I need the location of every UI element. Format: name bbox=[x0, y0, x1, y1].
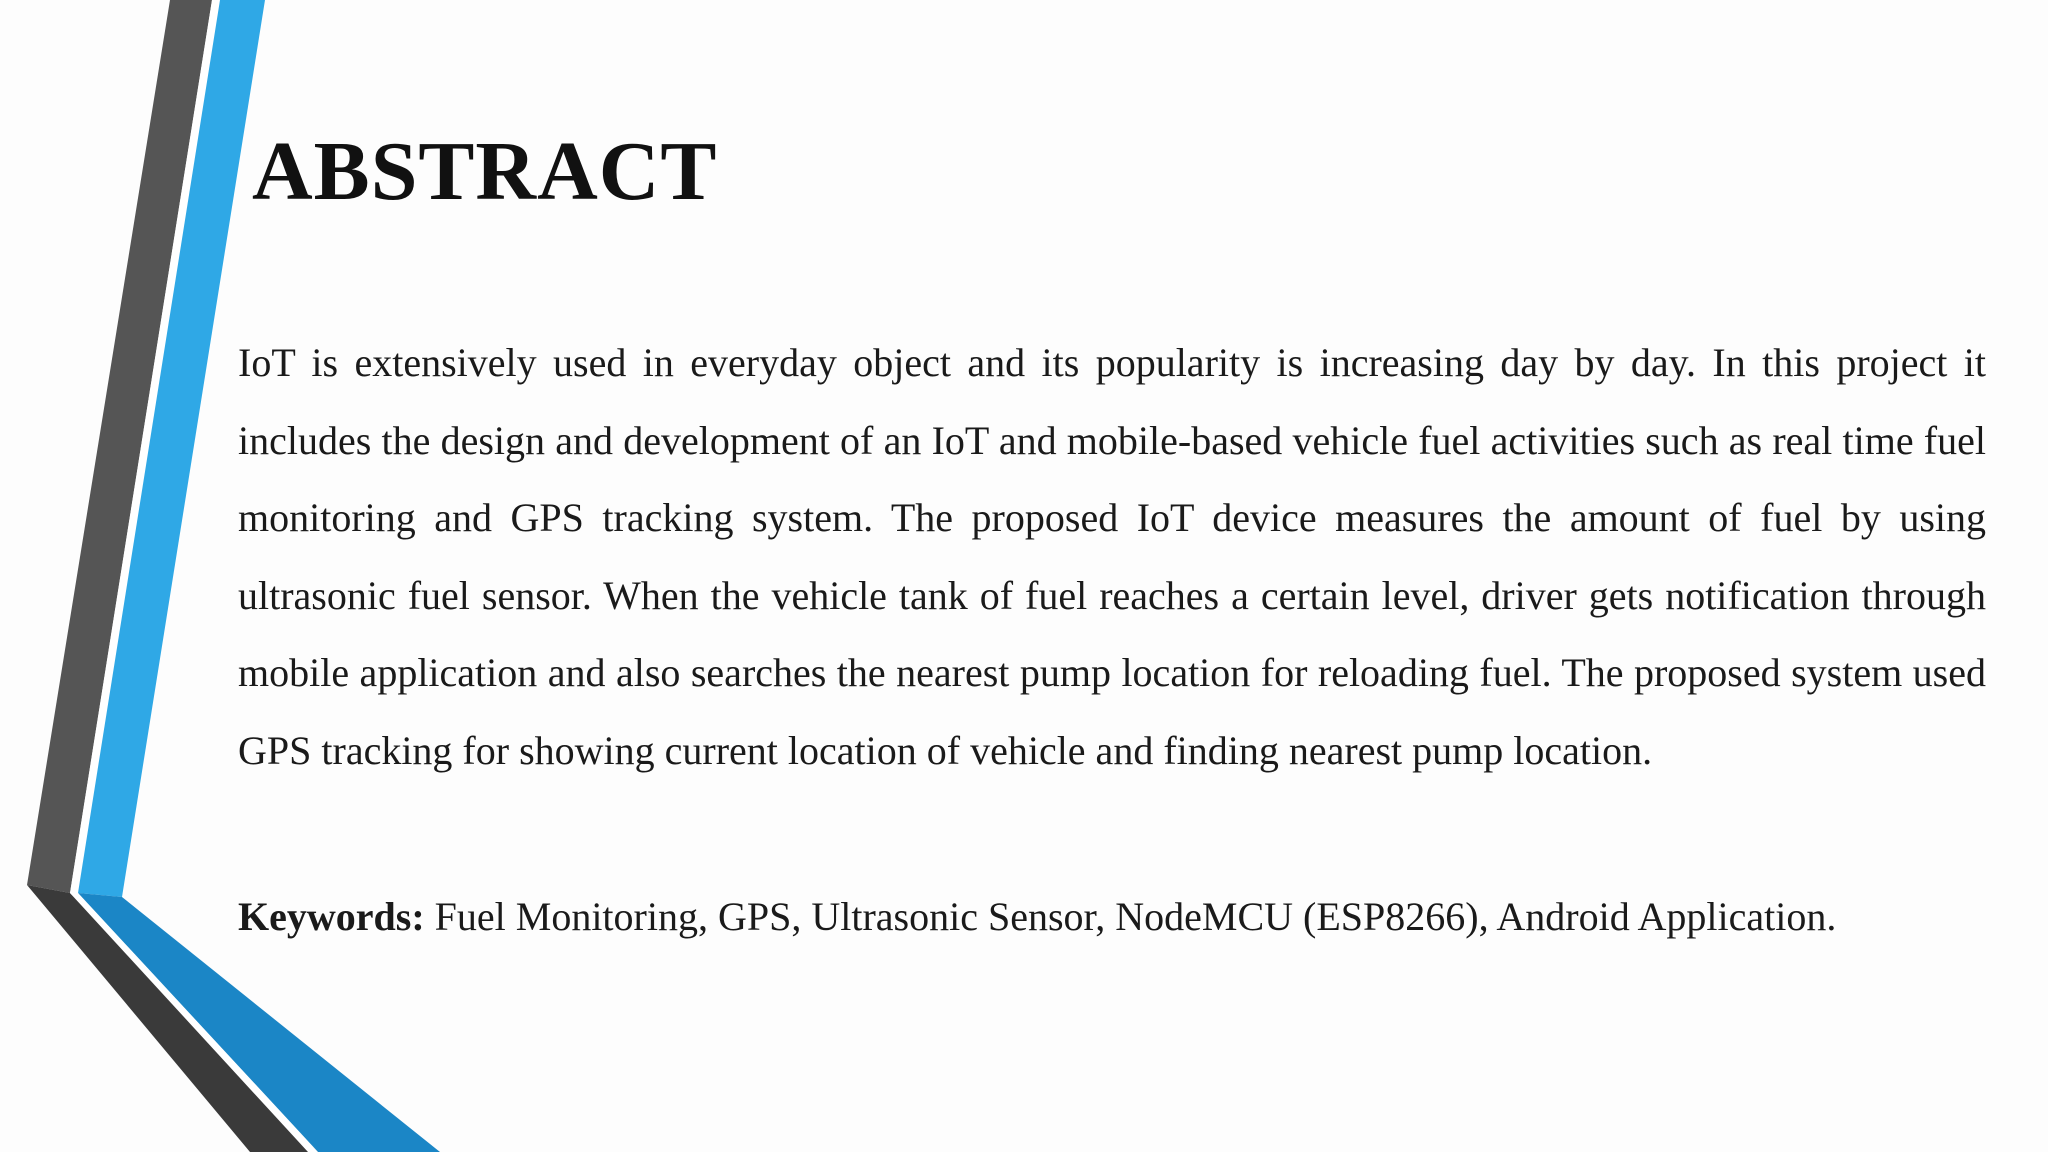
keywords-line bbox=[238, 888, 2018, 946]
abstract-body: IoT is extensively used in everyday object and its popularity is increasing day by day. In this project it includes the design and development of an IoT and mobile-based vehicle fuel activities such as real time fuel monitoring and GPS tracking system. The proposed IoT device measures the amount of fuel by using ultrasonic fuel sensor. When the vehicle tank of fuel reaches a certain level, driver gets notification through mobile application and also searches the nearest pump location for reloading fuel. The proposed system used GPS tracking for showing current location of vehicle and finding nearest pump location. bbox=[238, 340, 1986, 773]
slide-title: ABSTRACT bbox=[252, 125, 718, 218]
keywords-text: Fuel Monitoring, GPS, Ultrasonic Sensor, NodeMCU (ESP8266), Android Application. bbox=[424, 894, 1837, 939]
accent-gap bbox=[70, 0, 220, 893]
keywords-label: Keywords: bbox=[238, 894, 425, 939]
